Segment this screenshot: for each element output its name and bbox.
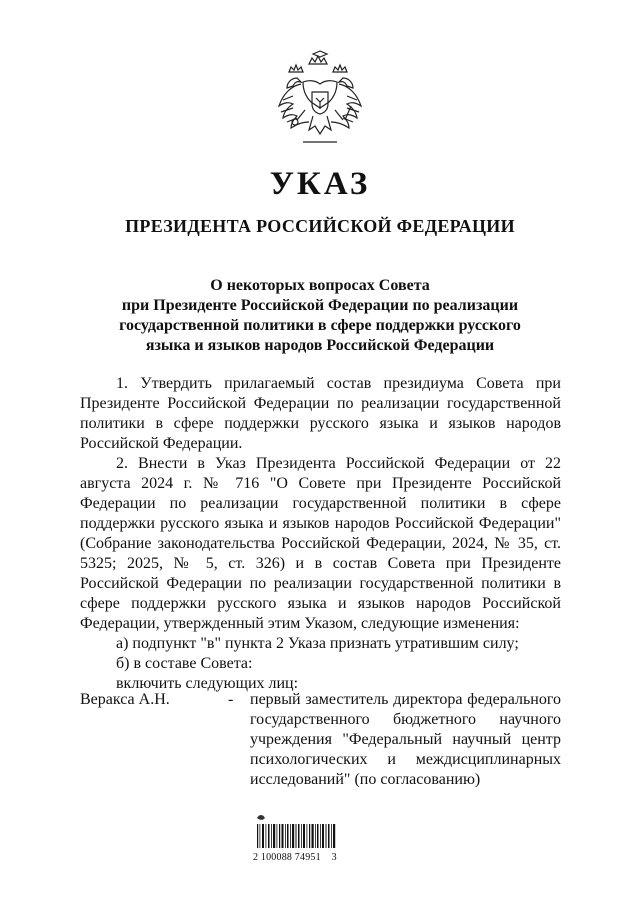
paragraph-2: 2. Внести в Указ Президента Российской Федерации от 22 августа 2024 г. № 716 "О Совете при Президенте Российской Федерации по реализации государственной политики в сфере поддержки русского языка и языков народов Российской Федерации" (Собрание законодательства Российской Федерации, 2024, № 35, ст. 5325; 2025, № 5, ст. 326) и в состав Совета при Президенте Российской Федерации по реализации государственной политики в сфере поддержки русского языка и языков народов Российской Федерации, утвержденный этим Указом, следующие изменения: <box>80 455 561 632</box>
barcode <box>253 812 363 864</box>
barcode-number-line <box>253 852 363 863</box>
coat-of-arms-emblem <box>273 50 367 148</box>
member-name: Веракса А.Н. <box>80 691 170 708</box>
paragraph-1: 1. Утвердить прилагаемый состав президиума Совета при Президенте Российской Федерации по реализации государственной политики в сфере поддержки русского языка и языков народов Российской Федерации. <box>80 375 561 452</box>
barcode-number: 2 100088 74951 <box>253 852 321 863</box>
heading-line: государственной политики в сфере поддержки русского <box>119 317 521 334</box>
include-persons-line: включить следующих лиц: <box>116 675 299 692</box>
barcode-bars <box>253 812 363 850</box>
heading-line: языка и языков народов Российской Федерации <box>145 337 495 354</box>
document-title: УКАЗ <box>269 166 371 202</box>
subitem-a: а) подпункт "в" пункта 2 Указа признать утратившим силу; <box>116 635 519 652</box>
heading-line: при Президенте Российской Федерации по реализации <box>121 297 519 314</box>
subitem-b: б) в составе Совета: <box>116 655 253 672</box>
decree-heading <box>60 276 580 356</box>
member-dash: - <box>228 691 234 708</box>
page-number: 3 <box>331 852 337 863</box>
decree-body <box>80 374 561 694</box>
document-subtitle: ПРЕЗИДЕНТА РОССИЙСКОЙ ФЕДЕРАЦИИ <box>125 216 515 236</box>
heading-line: О некоторых вопросах Совета <box>210 277 430 294</box>
member-description: первый заместитель директора федерального государственного бюджетного научного учреждения "Федеральный научный центр психологических и междисциплинарных исследований" (по согласованию) <box>250 691 561 788</box>
